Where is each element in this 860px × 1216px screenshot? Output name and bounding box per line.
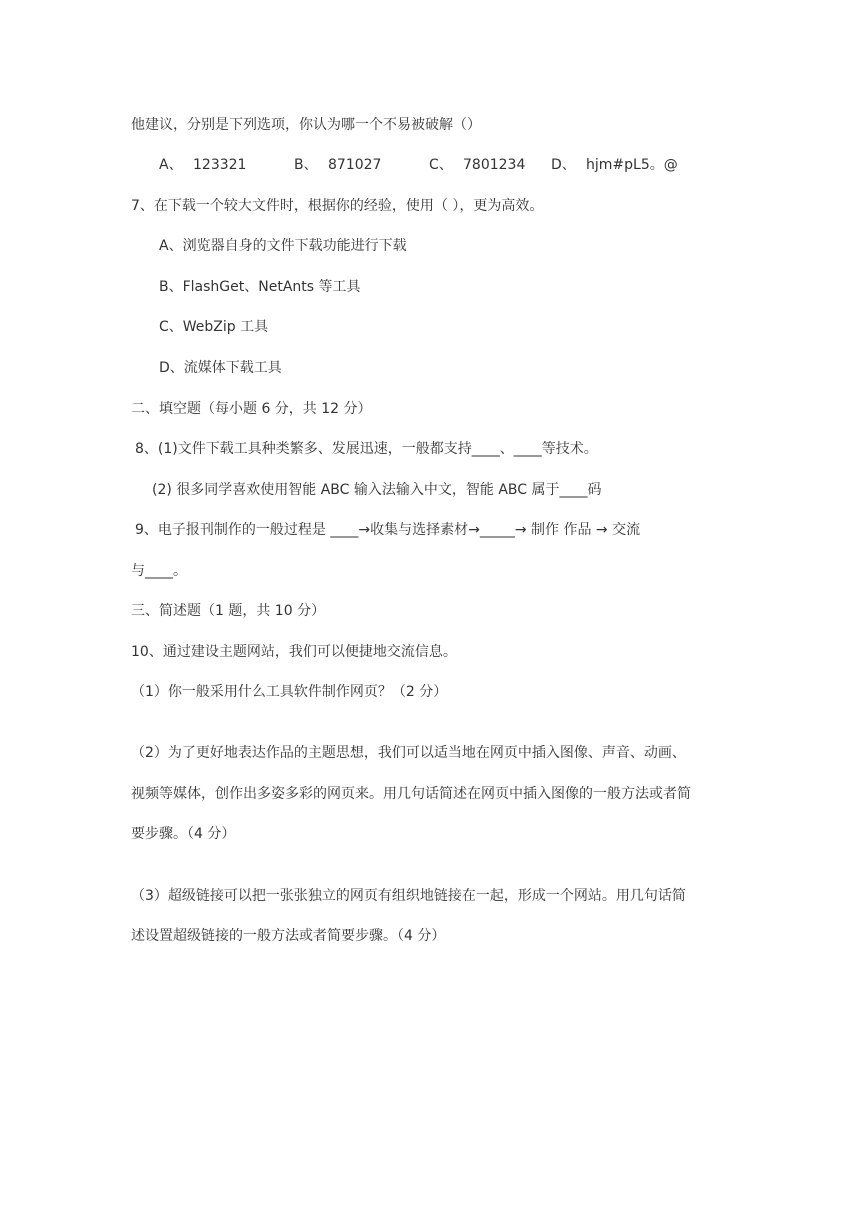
question-6-continuation: 他建议，分别是下列选项，你认为哪一个不易被破解（） <box>131 117 481 133</box>
option-b-label: B、 <box>294 157 318 173</box>
question-7-option-a: A、浏览器自身的文件下载功能进行下载 <box>159 238 407 254</box>
question-7: 7、在下载一个较大文件时，根据你的经验，使用（ ），更为高效。 <box>131 198 544 214</box>
question-8-part-2: (2) 很多同学喜欢使用智能 ABC 输入法输入中文，智能 ABC 属于____码 <box>152 482 602 498</box>
question-10-part-2-line-3: 要步骤。（4 分） <box>131 826 236 842</box>
option-d-value: hjm#pL5。@ <box>586 157 678 173</box>
section-short-answer-heading: 三、简述题（1 题，共 10 分） <box>131 603 326 619</box>
question-7-option-d: D、流媒体下载工具 <box>159 360 282 376</box>
question-9-line-2: 与____。 <box>131 563 187 579</box>
question-10: 10、通过建设主题网站，我们可以便捷地交流信息。 <box>131 644 457 660</box>
option-c-value: 7801234 <box>463 157 526 173</box>
question-8-part-1: 8、(1)文件下载工具种类繁多、发展迅速，一般都支持____、____等技术。 <box>135 441 598 457</box>
section-fill-in-heading: 二、填空题（每小题 6 分，共 12 分） <box>131 401 372 417</box>
option-a-label: A、 <box>159 157 183 173</box>
question-10-part-3-line-1: （3）超级链接可以把一张张独立的网页有组织地链接在一起，形成一个网站。用几句话简 <box>131 888 686 904</box>
question-10-part-2-line-2: 视频等媒体，创作出多姿多彩的网页来。用几句话简述在网页中插入图像的一般方法或者简 <box>131 786 691 802</box>
question-7-option-c: C、WebZip 工具 <box>159 319 269 335</box>
question-10-part-2-line-1: （2）为了更好地表达作品的主题思想，我们可以适当地在网页中插入图像、声音、动画、 <box>131 745 686 761</box>
question-9-line-1: 9、电子报刊制作的一般过程是 ____→收集与选择素材→_____→ 制作 作品 → 交流 <box>135 522 641 538</box>
option-b-value: 871027 <box>328 157 382 173</box>
question-10-part-1: （1）你一般采用什么工具软件制作网页？（2 分） <box>131 684 448 700</box>
question-10-part-3-line-2: 述设置超级链接的一般方法或者简要步骤。（4 分） <box>131 928 446 944</box>
option-a-value: 123321 <box>193 157 247 173</box>
question-7-option-b: B、FlashGet、NetAnts 等工具 <box>159 279 361 295</box>
option-c-label: C、 <box>429 157 453 173</box>
option-d-label: D、 <box>551 157 576 173</box>
